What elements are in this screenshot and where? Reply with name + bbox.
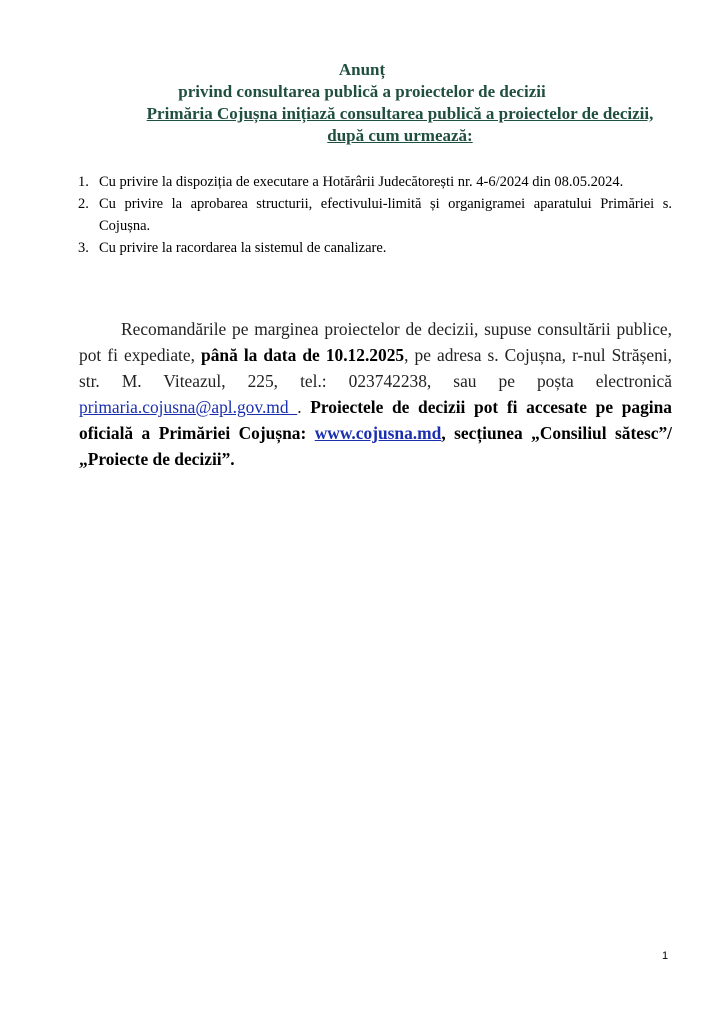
projects-list (78, 171, 672, 259)
deadline-text: până la data de 10.12.2025 (201, 345, 405, 365)
paragraph-separator: . (297, 397, 311, 417)
website-link[interactable]: www.cojusna.md (314, 423, 442, 443)
list-item-number: 3. (78, 240, 89, 256)
list-item-number: 2. (78, 196, 89, 212)
list-item (78, 237, 672, 259)
list-item (78, 171, 672, 193)
list-item-number: 1. (78, 174, 89, 190)
email-link[interactable]: primaria.cojusna@apl.gov.md (79, 397, 298, 417)
announcement-intro: Primăria Cojușna inițiază consultarea publică a proiectelor de decizii, după cum urmează: (146, 104, 654, 145)
section-info-text: , secțiunea „Consiliul sătesc”/„Proiecte de decizii”. (79, 423, 672, 469)
paragraph-address: , pe adresa s. Cojușna, r-nul Strășeni, str. M. Viteazul, 225, tel.: 023742238, sau pe poșta electronică (79, 345, 672, 391)
announcement-subtitle: privind consultarea publică a proiectelor de decizii (178, 82, 546, 101)
announcement-title: Anunț (338, 60, 386, 79)
page-number: 1 (662, 950, 669, 962)
list-item-text: Cu privire la racordarea la sistemul de canalizare. (99, 240, 387, 256)
list-item-text: Cu privire la dispoziția de executare a Hotărârii Judecătorești nr. 4-6/2024 din 08.05.2024. (99, 174, 624, 190)
recommendations-paragraph (79, 316, 672, 472)
access-info-text: Proiectele de decizii pot fi accesate pe pagina oficială a Primăriei Cojușna: (79, 397, 673, 443)
list-item-text: Cu privire la aprobarea structurii, efectivului-limită și organigramei aparatului Primăriei s. Cojușna. (99, 196, 672, 234)
paragraph-text: Recomandările pe marginea proiectelor de decizii, supuse consultării publice, pot fi expediate, (79, 319, 672, 365)
list-item (78, 193, 672, 237)
